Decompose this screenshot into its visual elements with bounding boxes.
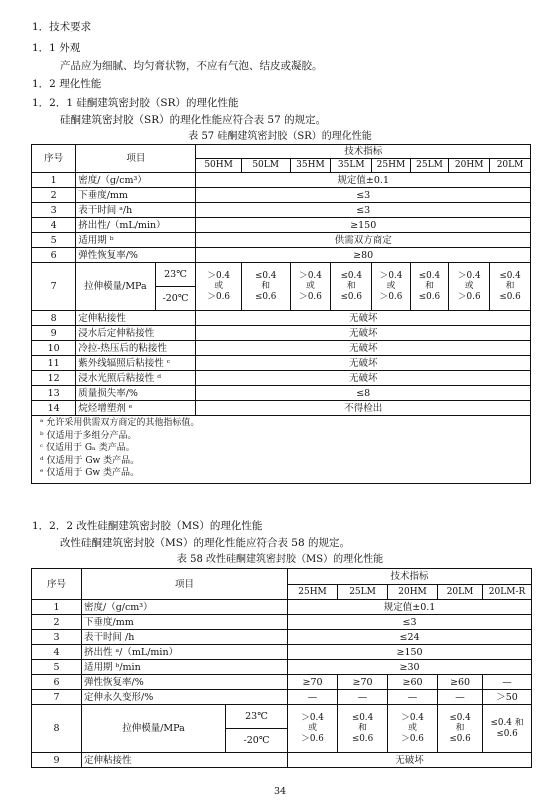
grade-header: 25LM [410, 159, 449, 173]
row-item: 浸水后定伸粘接性 [76, 326, 196, 341]
table-row [32, 615, 532, 630]
table-row [32, 386, 531, 401]
row-number: 4 [32, 218, 76, 233]
grade-header: 20LM-R [483, 585, 532, 600]
row-number: 10 [32, 341, 76, 356]
grade-header: 25HM [288, 585, 338, 600]
modulus-cell: ≤0.4 和 ≤0.6 [410, 263, 449, 311]
row-value: ≥150 [288, 645, 532, 660]
table-row [32, 600, 532, 615]
temperature-label: -20℃ [155, 287, 196, 311]
table-row-tensile [32, 705, 532, 729]
grade-header: 20HM [388, 585, 438, 600]
row-number: 8 [32, 705, 82, 753]
row-number: 8 [32, 311, 76, 326]
row-number: 11 [32, 356, 76, 371]
modulus-cell: ＞0.4 或 ＞0.6 [372, 263, 411, 311]
row-number: 1 [32, 600, 82, 615]
table-row [32, 753, 532, 768]
temperature-label: -20℃ [226, 729, 288, 753]
row-item: 适用期 ᵇ [76, 233, 196, 248]
table-caption: 表 57 硅酮建筑密封胶（SR）的理化性能 [188, 131, 372, 142]
grade-header: 35HM [290, 159, 331, 173]
row-number: 14 [32, 401, 76, 416]
row-value: 无破坏 [196, 371, 531, 386]
grade-header: 20HM [449, 159, 490, 173]
row-number: 7 [32, 263, 76, 311]
row-number: 5 [32, 660, 82, 675]
grade-header: 35LM [331, 159, 372, 173]
header-no: 序号 [32, 145, 76, 173]
modulus-cell: ≤0.4 和 ≤0.6 [483, 705, 532, 753]
row-number: 1 [32, 173, 76, 188]
modulus-cell: ≤0.4 和 ≤0.6 [331, 263, 372, 311]
row-value: 无破坏 [196, 341, 531, 356]
row-value: — [338, 690, 388, 705]
row-value: 供需双方商定 [196, 233, 531, 248]
grade-header: 25LM [338, 585, 388, 600]
row-item: 烷烃增塑剂 ᵉ [76, 401, 196, 416]
row-item: 质量损失率/% [76, 386, 196, 401]
subsection-heading: 1．2．1 硅酮建筑密封胶（SR）的理化性能 [32, 97, 239, 109]
row-number: 12 [32, 371, 76, 386]
row-value: ≤3 [196, 188, 531, 203]
table-caption: 表 58 改性硅酮建筑密封胶（MS）的理化性能 [176, 554, 384, 565]
paragraph: 改性硅酮建筑密封胶（MS）的理化性能应符合表 58 的规定。 [60, 537, 350, 549]
row-item: 弹性恢复率/% [82, 675, 288, 690]
row-item: 适用期 ᵇ/min [82, 660, 288, 675]
subsection-heading: 1．2．2 改性硅酮建筑密封胶（MS）的理化性能 [32, 520, 263, 532]
table-57 [31, 144, 531, 484]
modulus-cell: ＞0.4 或 ＞0.6 [288, 705, 338, 753]
modulus-cell: ≤0.4 和 ≤0.6 [438, 705, 483, 753]
row-item: 密度/（g/cm³） [76, 173, 196, 188]
header-tech-index: 技术指标 [196, 145, 531, 159]
temperature-label: 23℃ [226, 705, 288, 729]
table-row [32, 401, 531, 416]
table-row [32, 630, 532, 645]
footnote: ᵉ 仅适用于 Gw 类产品。 [40, 468, 139, 479]
row-value: 规定值±0.1 [288, 600, 532, 615]
row-value: ≥80 [196, 248, 531, 263]
row-value: 无破坏 [196, 311, 531, 326]
row-value: ≥70 [338, 675, 388, 690]
table-footnotes [32, 416, 531, 484]
grade-header: 20LM [490, 159, 531, 173]
row-item: 定伸永久变形/% [82, 690, 288, 705]
header-item: 项目 [76, 145, 196, 173]
row-value: ≤8 [196, 386, 531, 401]
row-number: 7 [32, 690, 82, 705]
row-item: 密度/（g/cm³） [82, 600, 288, 615]
row-value: ≥150 [196, 218, 531, 233]
row-value: ≤3 [288, 615, 532, 630]
row-item: 浸水光照后粘接性 ᵈ [76, 371, 196, 386]
row-value: 无破坏 [196, 326, 531, 341]
row-number: 4 [32, 645, 82, 660]
modulus-cell: ≤0.4 和 ≤0.6 [338, 705, 388, 753]
table-row [32, 675, 532, 690]
row-value: — [438, 690, 483, 705]
row-number: 6 [32, 675, 82, 690]
row-item: 冷拉-热压后的粘接性 [76, 341, 196, 356]
row-item: 弹性恢复率/% [76, 248, 196, 263]
paragraph: 产品应为细腻、均匀膏状物，不应有气泡、结皮或凝胶。 [60, 60, 323, 72]
table-row [32, 341, 531, 356]
grade-header: 25HM [372, 159, 411, 173]
table-row [32, 690, 532, 705]
modulus-cell: ＞0.4 或 ＞0.6 [196, 263, 241, 311]
row-number: 6 [32, 248, 76, 263]
table-row [32, 660, 532, 675]
table-row-tensile [32, 263, 531, 287]
row-value: ≥60 [388, 675, 438, 690]
row-item: 拉伸模量/MPa [82, 705, 226, 753]
table-row [32, 173, 531, 188]
row-number: 5 [32, 233, 76, 248]
table-row [32, 218, 531, 233]
row-number: 9 [32, 326, 76, 341]
temperature-label: 23℃ [155, 263, 196, 287]
grade-header: 50LM [241, 159, 290, 173]
table-row [32, 356, 531, 371]
row-item: 下垂度/mm [82, 615, 288, 630]
header-item: 项目 [82, 569, 288, 600]
table-row [32, 188, 531, 203]
row-value: ≥70 [288, 675, 338, 690]
modulus-cell: ≤0.4 和 ≤0.6 [241, 263, 290, 311]
row-value: 不得检出 [196, 401, 531, 416]
row-item: 挤出性 ᵃ/（mL/min） [82, 645, 288, 660]
header-no: 序号 [32, 569, 82, 600]
header-tech-index: 技术指标 [288, 569, 532, 585]
table-row [32, 645, 532, 660]
row-item: 表干时间 ᵃ/h [76, 203, 196, 218]
row-value: ＞50 [483, 690, 532, 705]
section-heading: 1．技术要求 [32, 21, 92, 33]
row-number: 3 [32, 630, 82, 645]
row-item: 定伸粘接性 [76, 311, 196, 326]
modulus-cell: ＞0.4 或 ＞0.6 [290, 263, 331, 311]
footnote: ᶜ 仅适用于 Gₙ 类产品。 [40, 443, 135, 454]
row-value: 无破坏 [196, 356, 531, 371]
row-value: — [388, 690, 438, 705]
modulus-cell: ＞0.4 或 ＞0.6 [388, 705, 438, 753]
row-item: 拉伸模量/MPa [76, 263, 155, 311]
paragraph: 硅酮建筑密封胶（SR）的理化性能应符合表 57 的规定。 [60, 114, 327, 126]
footnote: ᵈ 仅适用于 Gw 类产品。 [40, 455, 140, 466]
row-value: 无破坏 [288, 753, 532, 768]
table-row [32, 311, 531, 326]
row-number: 2 [32, 188, 76, 203]
row-item: 挤出性/（mL/min） [76, 218, 196, 233]
page-number: 34 [273, 786, 287, 797]
row-value: ≥60 [438, 675, 483, 690]
table-row [32, 326, 531, 341]
subsection-heading: 1．1 外观 [32, 42, 81, 54]
row-item: 定伸粘接性 [82, 753, 288, 768]
grade-header: 20LM [438, 585, 483, 600]
row-value: ≤24 [288, 630, 532, 645]
row-item: 表干时间 /h [82, 630, 288, 645]
row-value: — [288, 690, 338, 705]
row-value: ≤3 [196, 203, 531, 218]
grade-header: 50HM [196, 159, 241, 173]
row-value: 规定值±0.1 [196, 173, 531, 188]
modulus-cell: ≤0.4 和 ≤0.6 [490, 263, 531, 311]
row-number: 3 [32, 203, 76, 218]
table-row [32, 233, 531, 248]
table-row [32, 203, 531, 218]
row-value: — [483, 675, 532, 690]
table-row [32, 248, 531, 263]
row-item: 下垂度/mm [76, 188, 196, 203]
footnote: ᵇ 仅适用于多组分产品。 [40, 430, 137, 441]
row-item: 紫外线辐照后粘接性 ᶜ [76, 356, 196, 371]
row-number: 13 [32, 386, 76, 401]
row-number: 2 [32, 615, 82, 630]
row-value: ≥30 [288, 660, 532, 675]
subsection-heading: 1．2 理化性能 [32, 78, 102, 90]
table-58 [31, 568, 532, 768]
modulus-cell: ＞0.4 或 ＞0.6 [449, 263, 490, 311]
row-number: 9 [32, 753, 82, 768]
footnote: ᵃ 允许采用供需双方商定的其他指标值。 [40, 418, 200, 428]
table-row [32, 371, 531, 386]
